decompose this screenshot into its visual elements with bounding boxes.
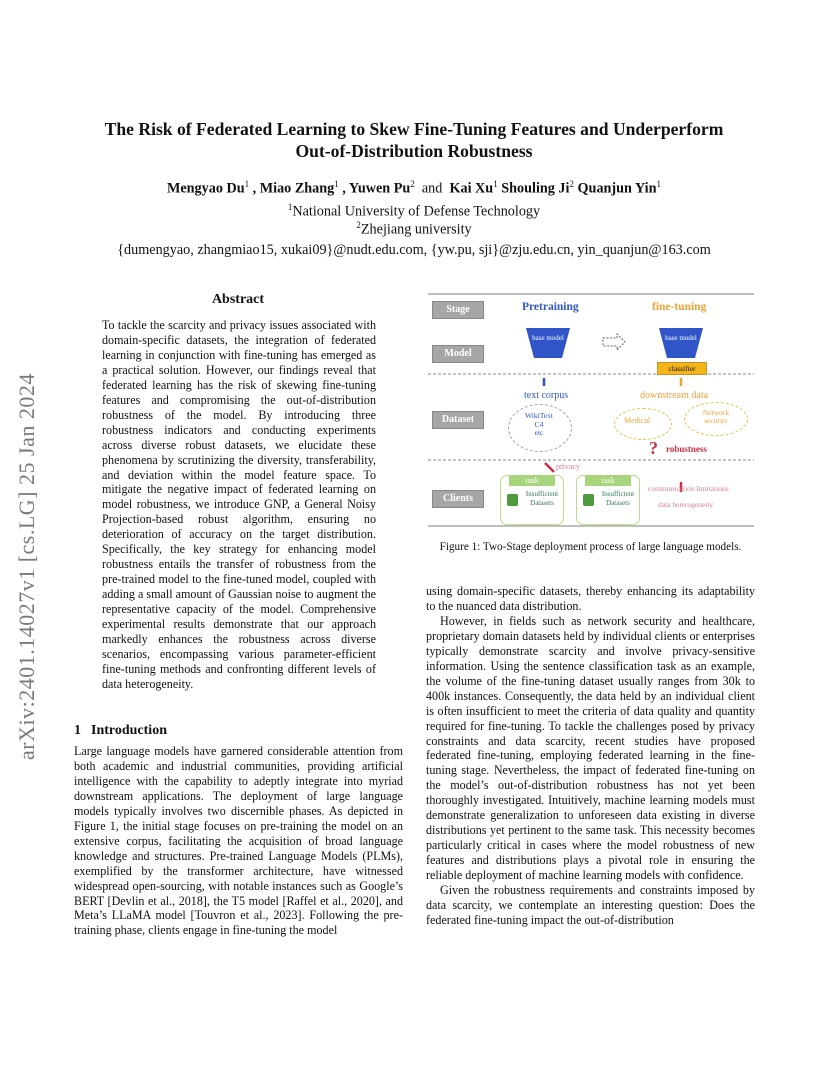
pretraining-label: Pretraining: [522, 301, 579, 313]
arxiv-stamp: arXiv:2401.14027v1 [cs.LG] 25 Jan 2024: [14, 373, 39, 760]
title-line-2: Out-of-Distribution Robustness: [295, 141, 533, 161]
author-affiliation-marker: 2: [410, 179, 415, 189]
intro-left-column: Large language models have garnered considerable attention from both academic and industrial communities, providing artificial intelligence with the capability to adeptly integrate into myriad downstream applications. The deployment of large language models typically involves two discernible phases. As depicted in Figure 1, the initial stage focuses on pre-training the model on an extensive corpus, facilitating the acquisition of broad language knowledge and structures. Pre-trained Language Models (PLMs), exemplified by the transformer architecture, have witnessed widespread open-sourcing, with notable instances such as Google’s BERT [Devlin et al., 2018], the T5 model [Raffel et al., 2020], and Meta’s LLaMA model [Touvron et al., 2023]. Following the pre-training phase, clients engage in fine-tuning the model: [74, 744, 403, 938]
stage-label-dataset: Dataset: [432, 411, 484, 429]
author-separator: ,: [249, 180, 260, 197]
author-emails: {dumengyao, zhangmiao15, xukai09}@nudt.edu.com, {yw.pu, sji}@zju.edu.cn, yin_quanjun@163.com: [117, 242, 711, 258]
author-name: Shouling Ji: [501, 180, 570, 197]
communication-limitations-label: communication limitations: [648, 484, 729, 493]
finetune-model-shape: [659, 328, 703, 358]
author-affiliation-marker: 1: [334, 179, 339, 189]
section-title: Introduction: [91, 723, 167, 738]
author-name: Quanjun Yin: [577, 180, 657, 197]
task-badge: task: [585, 475, 631, 486]
corpus-items: [514, 412, 564, 438]
finetuning-label: fine-tuning: [652, 301, 707, 313]
finetune-base-model-text: base model: [665, 334, 697, 342]
medical-label: Medical: [624, 416, 651, 425]
stage-label-clients: Clients: [432, 490, 484, 508]
author-name: Miao Zhang: [259, 180, 335, 197]
figure-1-caption: Figure 1: Two-Stage deployment process of large language models.: [439, 541, 742, 553]
intro-right-paragraph-2: However, in fields such as network security and healthcare, proprietary domain datasets held by individual clients or enterprises typically demonstrate scarcity and involve privacy-sensitive information. Using the sentence classification task as an example, the volume of the fine-tuning dataset usually ranges from 30k to 400k instances. Consequently, the data held by an individual client is often insufficient to meet the criteria of data quality and quantity required for fine-tuning. To tackle the challenges posed by privacy constraints and data scarcity, recent studies have proposed federated fine-tuning, employing federated learning in the fine-tuning stage. Nevertheless, the impact of federated fine-tuning on the model’s out-of-distribution robustness has not yet been thoroughly investigated. Intuitively, machine learning models must demonstrate generalization to unforeseen data existing in diverse distributions yet pertinent to the same task. This necessity becomes particularly critical in cases where the model robustness of new features and distributions plays a pivotal role in ensuring the reliable deployment of machine learning models with confidence.: [426, 613, 755, 883]
stage-label-model: Model: [432, 345, 484, 363]
author-name: Kai Xu: [449, 180, 494, 197]
author-separator: ,: [338, 180, 349, 197]
author-affiliation-marker: 2: [569, 179, 574, 189]
pretrain-base-model-text: base model: [532, 334, 564, 342]
pretrain-model-shape: [526, 328, 570, 358]
corpus-item-wikitext: WikiText: [525, 411, 553, 420]
title-line-1: The Risk of Federated Learning to Skew Fine-Tuning Features and Underperform: [104, 119, 724, 139]
intro-right-paragraph-1: using domain-specific datasets, thereby enhancing its adaptability to the nuanced data distribution.: [426, 584, 755, 613]
author-list: [40, 179, 788, 198]
author-name: Mengyao Du: [166, 180, 245, 197]
network-security-label: Network security: [702, 408, 730, 425]
task-badge: task: [509, 475, 555, 486]
corpus-item-etc: etc: [534, 428, 544, 437]
client-box-1: [500, 475, 564, 525]
figure-1: [426, 292, 756, 528]
intro-right-column: [426, 584, 755, 928]
section-heading-introduction: [74, 723, 177, 739]
author-affiliation-marker: 1: [244, 179, 250, 189]
affiliation-1: [40, 202, 788, 221]
intro-right-paragraph-3: Given the robustness requirements and constraints imposed by data scarcity, we contemplate an interesting question: Does the federated fine-tuning impact the out-of-distribution: [426, 883, 755, 927]
paper-title: [40, 118, 788, 162]
abstract-body: To tackle the scarcity and privacy issues associated with domain-specific datasets, the integration of federated learning in conjunction with fine-tuning has emerged as a practical solution. However, our findings reveal that federated learning has the risk of skewing fine-tuning features and compromising the out-of-distribution robustness of the model. By introducing three robustness indicators and conducting experiments across diverse robust datasets, we elucidate these phenomena by scrutinizing the diversity, transferability, and deviation within the model feature space. To mitigate the negative impact of federated learning on model robustness, we introduce GNP, a General Noisy Projection-based robust algorithm, ensuring no deterioration of accuracy on the target distribution. Specifically, the key strategy for enhancing model robustness entails the transfer of robustness from the pre-trained model to the fine-tuned model, coupled with adding a small amount of Gaussian noise to augment the representative capacity of the model. Comprehensive experimental results demonstrate that our approach markedly enhances the robustness across diverse scenarios, encompassing various parameter-efficient fine-tuning methods and confronting different levels of data heterogeneity.: [102, 318, 376, 691]
downstream-data-label: downstream data: [640, 390, 709, 401]
database-icon: [583, 494, 594, 506]
author-affiliation-marker: 1: [493, 179, 498, 189]
section-number: 1: [74, 723, 81, 738]
text-corpus-label: text corpus: [524, 390, 569, 401]
privacy-label: privacy: [556, 462, 580, 471]
corpus-item-c4: C4: [534, 419, 544, 429]
insufficient-datasets-label: Insufficient Datasets: [525, 490, 559, 507]
affiliation-2-text: Zhejiang university: [360, 221, 472, 238]
classifier-box: classifier: [657, 362, 707, 375]
affiliation-2: [40, 220, 788, 239]
robustness-label: robustness: [666, 444, 707, 454]
author-name: Yuwen Pu: [348, 180, 411, 197]
database-icon: [507, 494, 518, 506]
affiliation-2-marker: 2: [356, 220, 361, 230]
client-box-2: [576, 475, 640, 525]
insufficient-datasets-label: Insufficient Datasets: [601, 490, 635, 507]
abstract-heading: Abstract: [211, 292, 265, 307]
stage-label-stage: Stage: [432, 301, 484, 319]
author-affiliation-marker: 1: [656, 179, 662, 189]
data-heterogeneity-label: data heterogeneity: [658, 500, 714, 509]
affiliation-1-marker: 1: [287, 202, 293, 212]
affiliation-1-text: National University of Defense Technology: [292, 203, 541, 220]
question-mark-icon: ?: [649, 438, 658, 458]
author-separator: and: [414, 180, 450, 197]
